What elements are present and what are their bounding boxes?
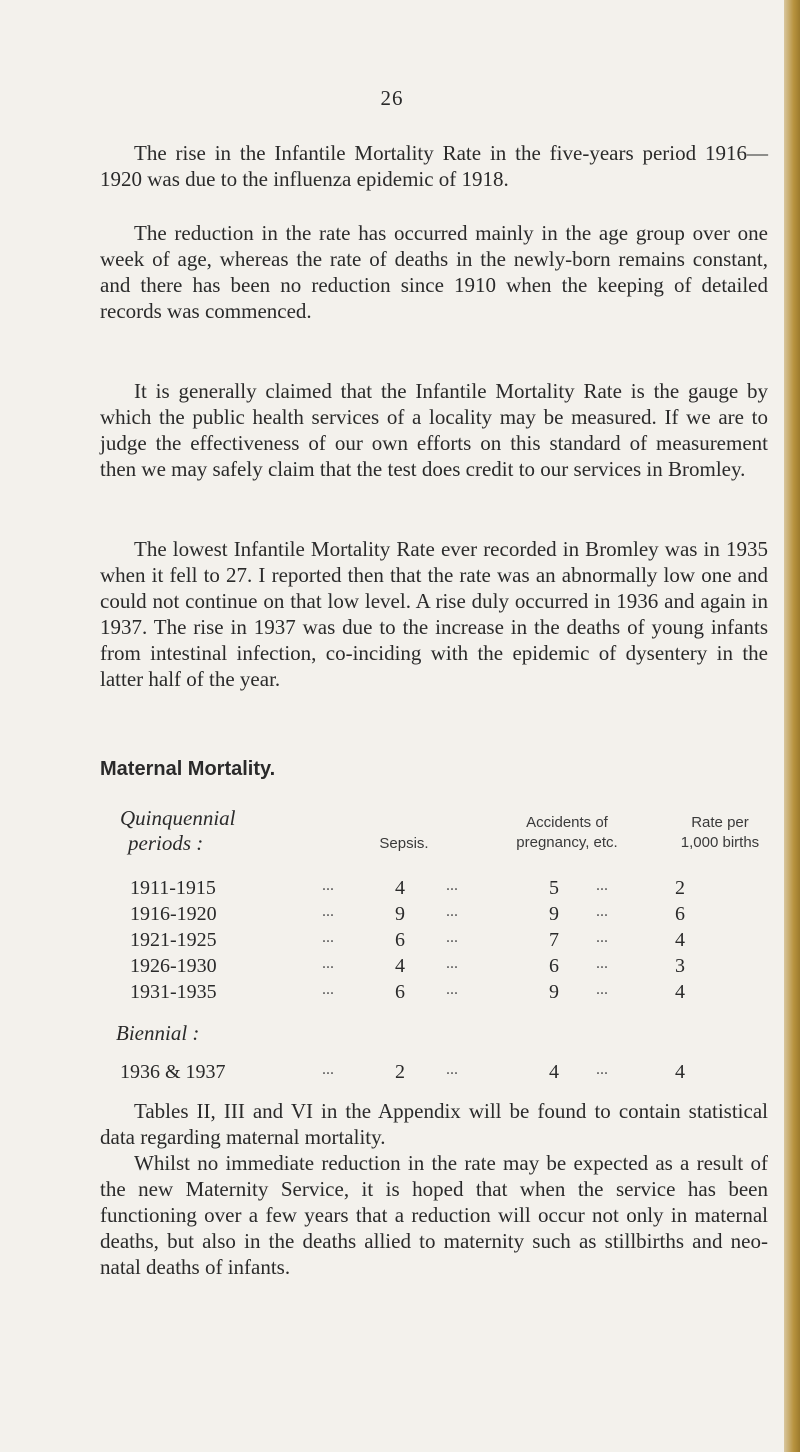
leader-dots: ... <box>322 903 334 920</box>
group-label-quinquennial-line2: periods : <box>128 831 204 855</box>
rate-cell: 4 <box>675 1061 685 1083</box>
accidents-cell: 6 <box>549 955 559 977</box>
leader-dots: ... <box>446 981 458 998</box>
column-header-accidents-line2: pregnancy, etc. <box>516 834 618 851</box>
leader-dots: ... <box>596 877 608 894</box>
leader-dots: ... <box>596 903 608 920</box>
period-cell: 1911-1915 <box>130 877 216 899</box>
group-label-quinquennial <box>120 806 236 856</box>
accidents-cell: 5 <box>549 877 559 899</box>
accidents-cell: 9 <box>549 981 559 1003</box>
accidents-cell: 9 <box>549 903 559 925</box>
leader-dots: ... <box>446 929 458 946</box>
column-header-sepsis: Sepsis. <box>379 835 429 852</box>
leader-dots: ... <box>322 877 334 894</box>
sepsis-cell: 2 <box>395 1061 405 1083</box>
paragraph-maternity-service: Whilst no immediate reduction in the rate may be expected as a result of the new Maternity Service, it is hoped that when the service has been functioning over a few years that a reduction will occur not only in maternal deaths, but also in the deaths allied to maternity such as stillbirths and neo-natal deaths of infants. <box>100 1151 768 1279</box>
sepsis-cell: 4 <box>395 877 405 899</box>
leader-dots: ... <box>596 981 608 998</box>
rate-cell: 4 <box>675 929 685 951</box>
section-heading-maternal-mortality: Maternal Mortality. <box>100 758 276 780</box>
period-cell: 1921-1925 <box>130 929 217 951</box>
page-edge <box>784 0 800 1452</box>
paragraph-appendix-tables: Tables II, III and VI in the Appendix will be found to contain statistical data regarding maternal mortality. <box>100 1099 768 1149</box>
rate-cell: 3 <box>675 955 685 977</box>
leader-dots: ... <box>446 903 458 920</box>
table-row <box>0 903 784 929</box>
rate-cell: 4 <box>675 981 685 1003</box>
table-row <box>0 877 784 903</box>
page-number: 26 <box>380 86 404 110</box>
group-label-quinquennial-line1: Quinquennial <box>120 806 236 830</box>
leader-dots: ... <box>446 877 458 894</box>
period-cell: 1931-1935 <box>130 981 217 1003</box>
rate-cell: 6 <box>675 903 685 925</box>
leader-dots: ... <box>596 1061 608 1078</box>
paragraph-reduction: The reduction in the rate has occurred mainly in the age group over one week of age, whereas the rate of deaths in the newly-born remains constant, and there has been no reduction since 1910 when the keeping of detailed records was commenced. <box>100 221 768 323</box>
paragraph-lowest-rate: The lowest Infantile Mortality Rate ever recorded in Bromley was in 1935 when it fell to 27. I reported then that the rate was an abnormally low one and could not continue on that low level. A rise duly occurred in 1936 and again in 1937. The rise in 1937 was due to the increase in the deaths of young infants from intestinal infection, co-inciding with the epidemic of dysentery in the latter half of the year. <box>100 537 768 691</box>
column-header-rate-line2: 1,000 births <box>680 834 760 851</box>
period-cell: 1916-1920 <box>130 903 217 925</box>
leader-dots: ... <box>596 929 608 946</box>
paragraph-gauge: It is generally claimed that the Infantile Mortality Rate is the gauge by which the public health services of a locality may be measured. If we are to judge the effectiveness of our own efforts on this standard of measurement then we may safely claim that the test does credit to our services in Bromley. <box>100 379 768 481</box>
column-header-accidents-line1: Accidents of <box>526 814 608 831</box>
paragraph-influenza: The rise in the Infantile Mortality Rate in the five-years period 1916—1920 was due to the influenza epidemic of 1918. <box>100 141 768 191</box>
column-header-rate-line1: Rate per <box>691 814 749 831</box>
accidents-cell: 4 <box>549 1061 559 1083</box>
leader-dots: ... <box>322 981 334 998</box>
table-row <box>0 929 784 955</box>
accidents-cell: 7 <box>549 929 559 951</box>
sepsis-cell: 4 <box>395 955 405 977</box>
leader-dots: ... <box>596 955 608 972</box>
sepsis-cell: 9 <box>395 903 405 925</box>
period-cell: 1936 & 1937 <box>120 1061 226 1083</box>
column-header-rate <box>668 813 772 853</box>
sepsis-cell: 6 <box>395 929 405 951</box>
sepsis-cell: 6 <box>395 981 405 1003</box>
column-header-accidents <box>482 813 652 853</box>
leader-dots: ... <box>446 1061 458 1078</box>
table-row <box>0 981 784 1007</box>
table-row-biennial <box>0 1061 784 1087</box>
leader-dots: ... <box>446 955 458 972</box>
leader-dots: ... <box>322 1061 334 1078</box>
table-row <box>0 955 784 981</box>
rate-cell: 2 <box>675 877 685 899</box>
group-label-biennial: Biennial : <box>116 1021 200 1045</box>
leader-dots: ... <box>322 929 334 946</box>
period-cell: 1926-1930 <box>130 955 217 977</box>
leader-dots: ... <box>322 955 334 972</box>
